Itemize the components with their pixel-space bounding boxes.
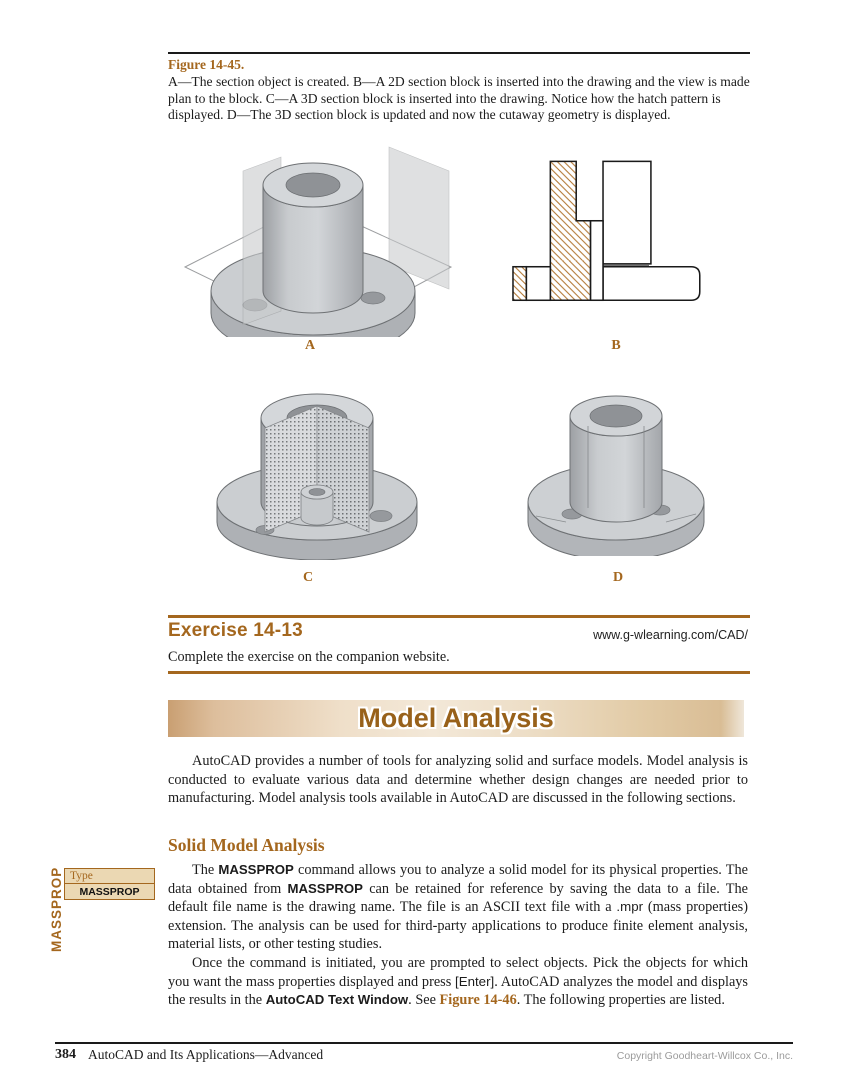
figure-image-b [500, 147, 730, 329]
figure-label: Figure 14-45. [168, 57, 245, 72]
text-segment: . AutoCAD analyzes the model and displays the results in the [168, 973, 748, 1009]
text-segment: command allows you to analyze a solid model for its physical properties. The data obtained from [168, 862, 748, 897]
cylinder-boss-full [570, 396, 662, 522]
text-segment: The [192, 862, 219, 878]
subsection-paragraphs [168, 861, 748, 1010]
text-segment: .mpr [616, 899, 644, 915]
text-segment: (mass properties) extension. The analysis can be used for third-party applications to produce finite element analysis, material lists, or other testing studies. [168, 899, 748, 953]
text-segment: [Enter] [455, 973, 495, 989]
command-type-box [64, 868, 155, 900]
exercise-bottom-rule [168, 671, 750, 674]
text-segment: . See [408, 992, 440, 1009]
section-banner [168, 700, 744, 737]
section-3d-cutaway-drawing [213, 372, 425, 560]
masprop-paragraph-1 [168, 861, 748, 954]
exercise-title: Exercise 14-13 [168, 620, 303, 641]
text-segment: . The following properties are listed. [516, 992, 725, 1009]
figure-top-rule [168, 52, 750, 54]
section-object-3d-drawing [183, 145, 455, 337]
section-outline [513, 161, 700, 300]
text-segment: Once the command is initiated, you are prompted to select objects. Pick the objects for which you want the mass properties displayed and press [168, 954, 748, 990]
center-hole-stub [301, 485, 333, 525]
figure-image-a [183, 145, 455, 337]
exercise-body: Complete the exercise on the companion website. [168, 649, 450, 665]
type-box-label: Type [65, 869, 154, 884]
footer-book-title: AutoCAD and Its Applications—Advanced [88, 1047, 324, 1062]
section-3d-updated-drawing [526, 374, 706, 556]
exercise-top-rule [168, 615, 750, 618]
exercise-url-link[interactable]: www.g-wlearning.com/CAD/ [593, 628, 748, 642]
image-label-d: D [612, 570, 624, 585]
text-segment: can be retained for reference by saving the data to a file. The default file name is the drawing name. The file is an ASCII text file with a [168, 880, 748, 916]
sidebar-vertical-command-label: MASSPROP [49, 866, 64, 952]
image-label-b: B [611, 338, 621, 353]
text-segment: MASSPROP [218, 862, 294, 877]
text-segment: Figure 14-46 [439, 992, 517, 1009]
footer-page-number: 384 [55, 1047, 76, 1062]
section-2d-drawing [500, 147, 730, 329]
figure-image-d [526, 374, 706, 556]
figure-image-c [213, 372, 425, 560]
intro-paragraph: AutoCAD provides a number of tools for analyzing solid and surface models. Model analysis is conducted to evaluate various data and determine whether design changes are needed prior to manufacturing. Model analysis tools available in AutoCAD are discussed in the following sections. [168, 753, 748, 807]
text-segment: MASSPROP [287, 880, 363, 896]
intro-paragraph-block [168, 752, 748, 808]
footer-copyright: Copyright Goodheart-Willcox Co., Inc. [616, 1050, 793, 1062]
subsection-heading: Solid Model Analysis [168, 835, 325, 855]
cylinder-boss [263, 163, 363, 313]
figure-caption: A—The section object is created. B—A 2D section block is inserted into the drawing and the view is made plan to the block. C—A 3D section block is inserted into the drawing. Notice how the hatch pattern is displayed. D—The 3D section block is updated and now the cutaway geometry is displayed. [168, 74, 750, 123]
footer-rule [55, 1042, 793, 1044]
masprop-paragraph-2 [168, 954, 748, 1010]
image-label-c: C [302, 570, 314, 585]
image-label-a: A [304, 338, 316, 353]
section-banner-title: Model Analysis [358, 703, 554, 733]
text-segment: AutoCAD Text Window [265, 992, 409, 1008]
type-box-command: MASSPROP [79, 886, 140, 898]
